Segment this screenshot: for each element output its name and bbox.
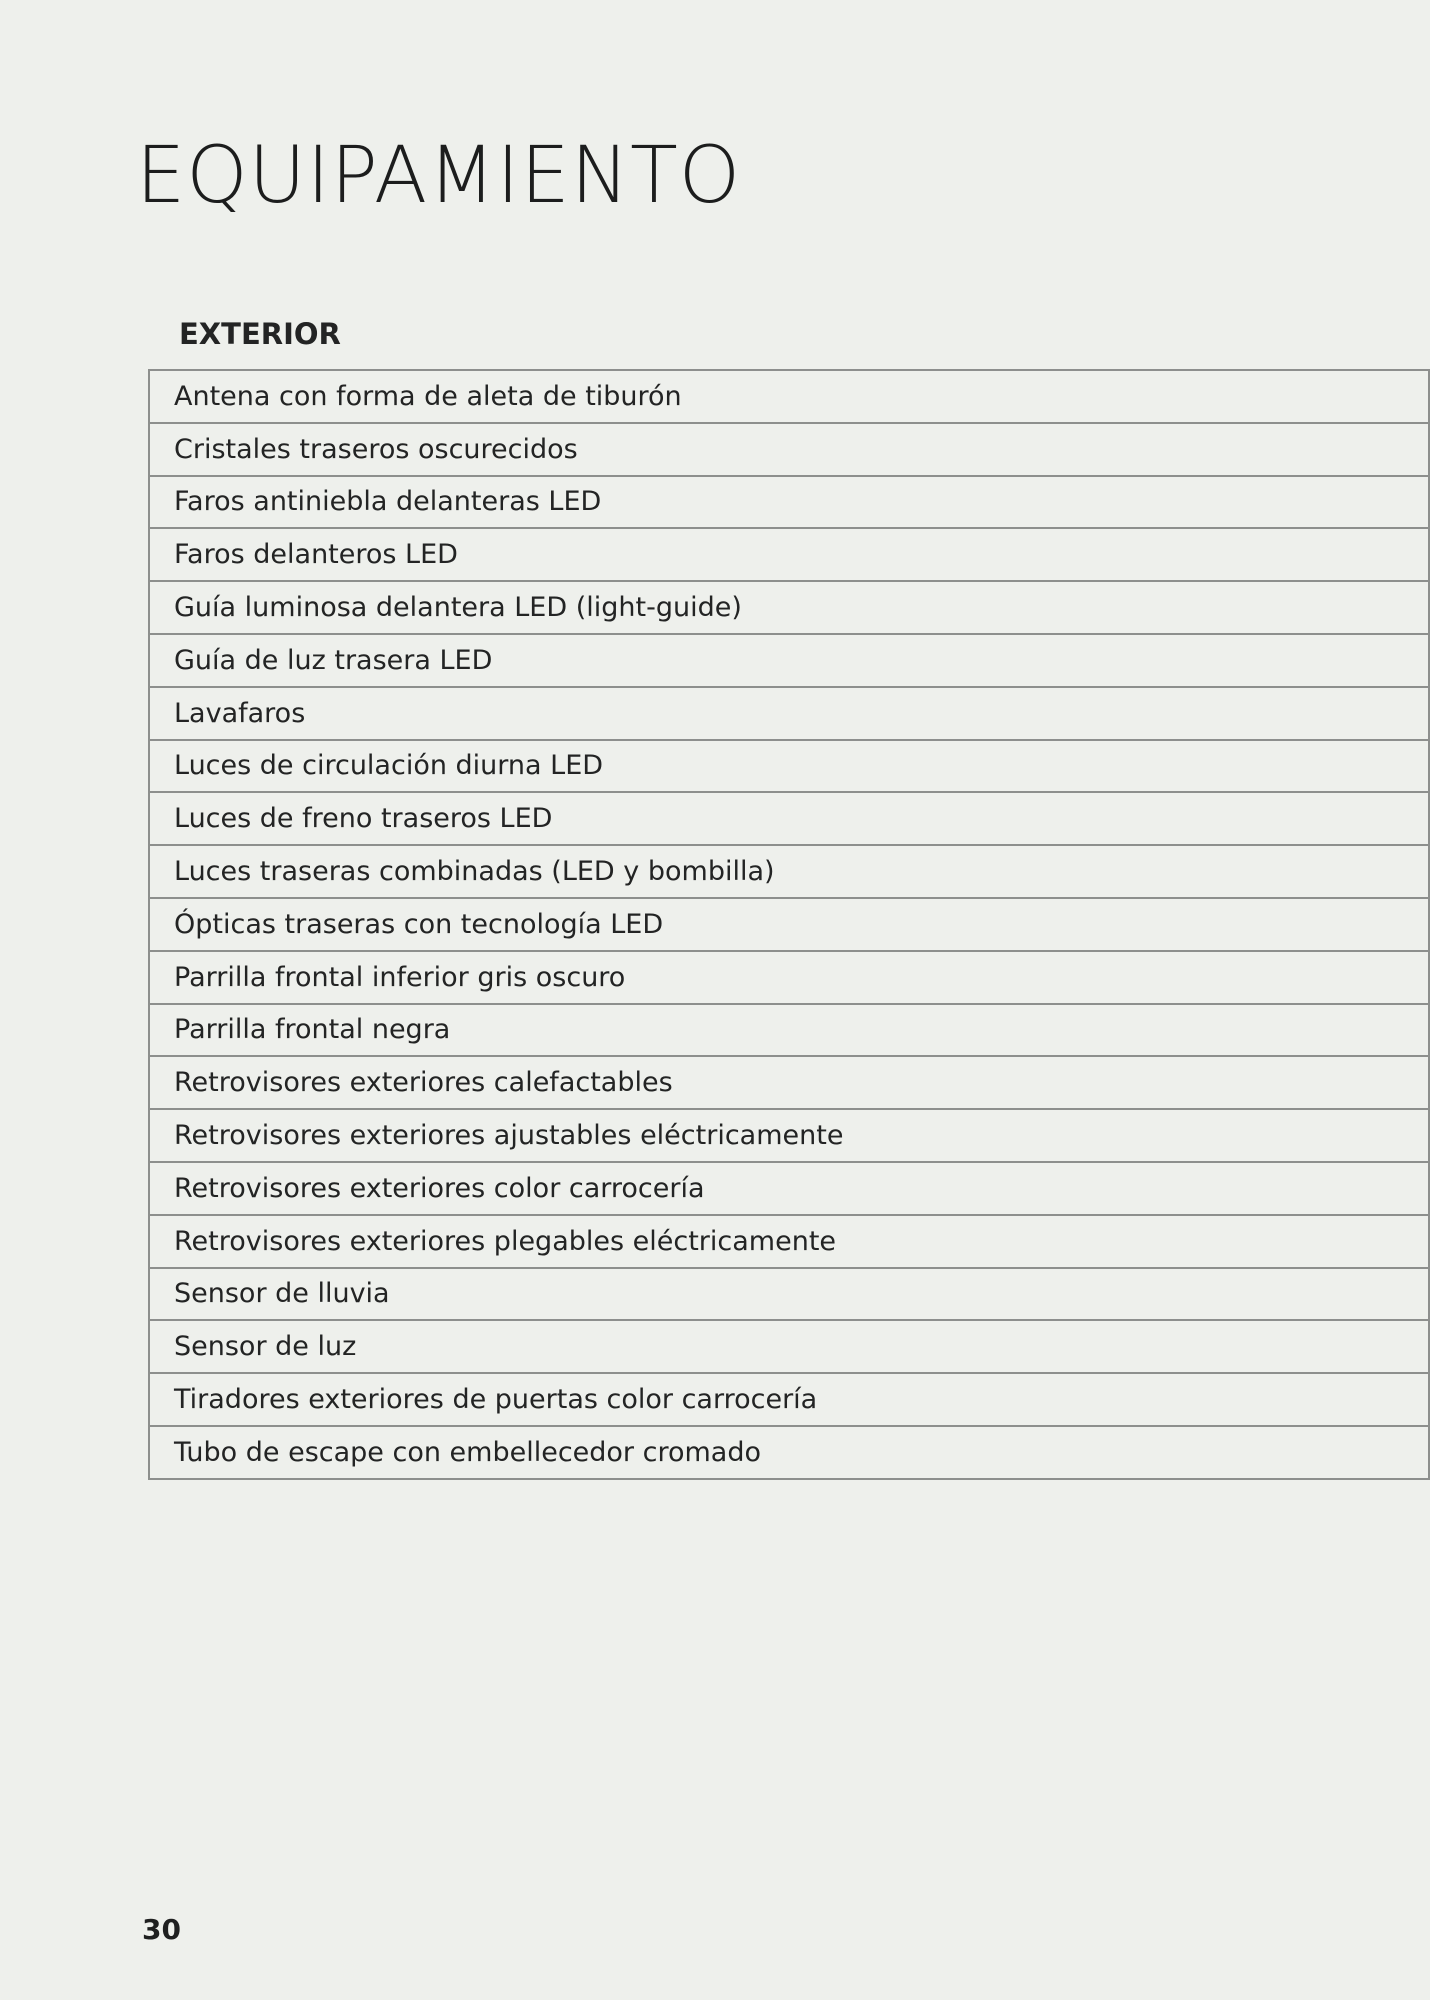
table-row — [149, 687, 1429, 740]
table-row — [149, 898, 1429, 951]
table-row — [149, 634, 1429, 687]
table-row — [149, 1320, 1429, 1373]
table-row — [149, 370, 1429, 423]
equipment-item: Sensor de lluvia — [149, 1268, 1429, 1321]
equipment-item: Ópticas traseras con tecnología LED — [149, 898, 1429, 951]
equipment-item: Cristales traseros oscurecidos — [149, 423, 1429, 476]
equipment-item: Luces traseras combinadas (LED y bombilla) — [149, 845, 1429, 898]
equipment-item: Guía de luz trasera LED — [149, 634, 1429, 687]
equipment-item: Retrovisores exteriores ajustables eléctricamente — [149, 1109, 1429, 1162]
equipment-item: Retrovisores exteriores calefactables — [149, 1056, 1429, 1109]
equipment-item: Retrovisores exteriores color carrocería — [149, 1162, 1429, 1215]
equipment-item: Faros delanteros LED — [149, 528, 1429, 581]
table-row — [149, 1056, 1429, 1109]
equipment-item: Retrovisores exteriores plegables eléctricamente — [149, 1215, 1429, 1268]
table-row — [149, 476, 1429, 529]
table-row — [149, 581, 1429, 634]
table-row — [149, 740, 1429, 793]
equipment-item: Sensor de luz — [149, 1320, 1429, 1373]
exterior-equipment-list — [149, 370, 1429, 1479]
equipment-item: Parrilla frontal negra — [149, 1004, 1429, 1057]
table-row — [149, 423, 1429, 476]
exterior-equipment-table — [148, 369, 1430, 1480]
table-row — [149, 1373, 1429, 1426]
equipment-item: Luces de circulación diurna LED — [149, 740, 1429, 793]
table-row — [149, 528, 1429, 581]
table-row — [149, 1268, 1429, 1321]
table-row — [149, 1215, 1429, 1268]
table-row — [149, 1109, 1429, 1162]
table-row — [149, 1004, 1429, 1057]
equipment-item: Guía luminosa delantera LED (light-guide) — [149, 581, 1429, 634]
table-row — [149, 845, 1429, 898]
equipment-item: Antena con forma de aleta de tiburón — [149, 370, 1429, 423]
table-row — [149, 1426, 1429, 1479]
table-row — [149, 792, 1429, 845]
equipment-item: Faros antiniebla delanteras LED — [149, 476, 1429, 529]
equipment-item: Tiradores exteriores de puertas color carrocería — [149, 1373, 1429, 1426]
section-heading-exterior: EXTERIOR — [179, 317, 341, 351]
page-number: 30 — [142, 1913, 181, 1946]
equipment-item: Tubo de escape con embellecedor cromado — [149, 1426, 1429, 1479]
page-title: EQUIPAMIENTO — [136, 131, 742, 221]
equipment-item: Luces de freno traseros LED — [149, 792, 1429, 845]
table-row — [149, 1162, 1429, 1215]
equipment-item: Lavafaros — [149, 687, 1429, 740]
table-row — [149, 951, 1429, 1004]
equipment-item: Parrilla frontal inferior gris oscuro — [149, 951, 1429, 1004]
